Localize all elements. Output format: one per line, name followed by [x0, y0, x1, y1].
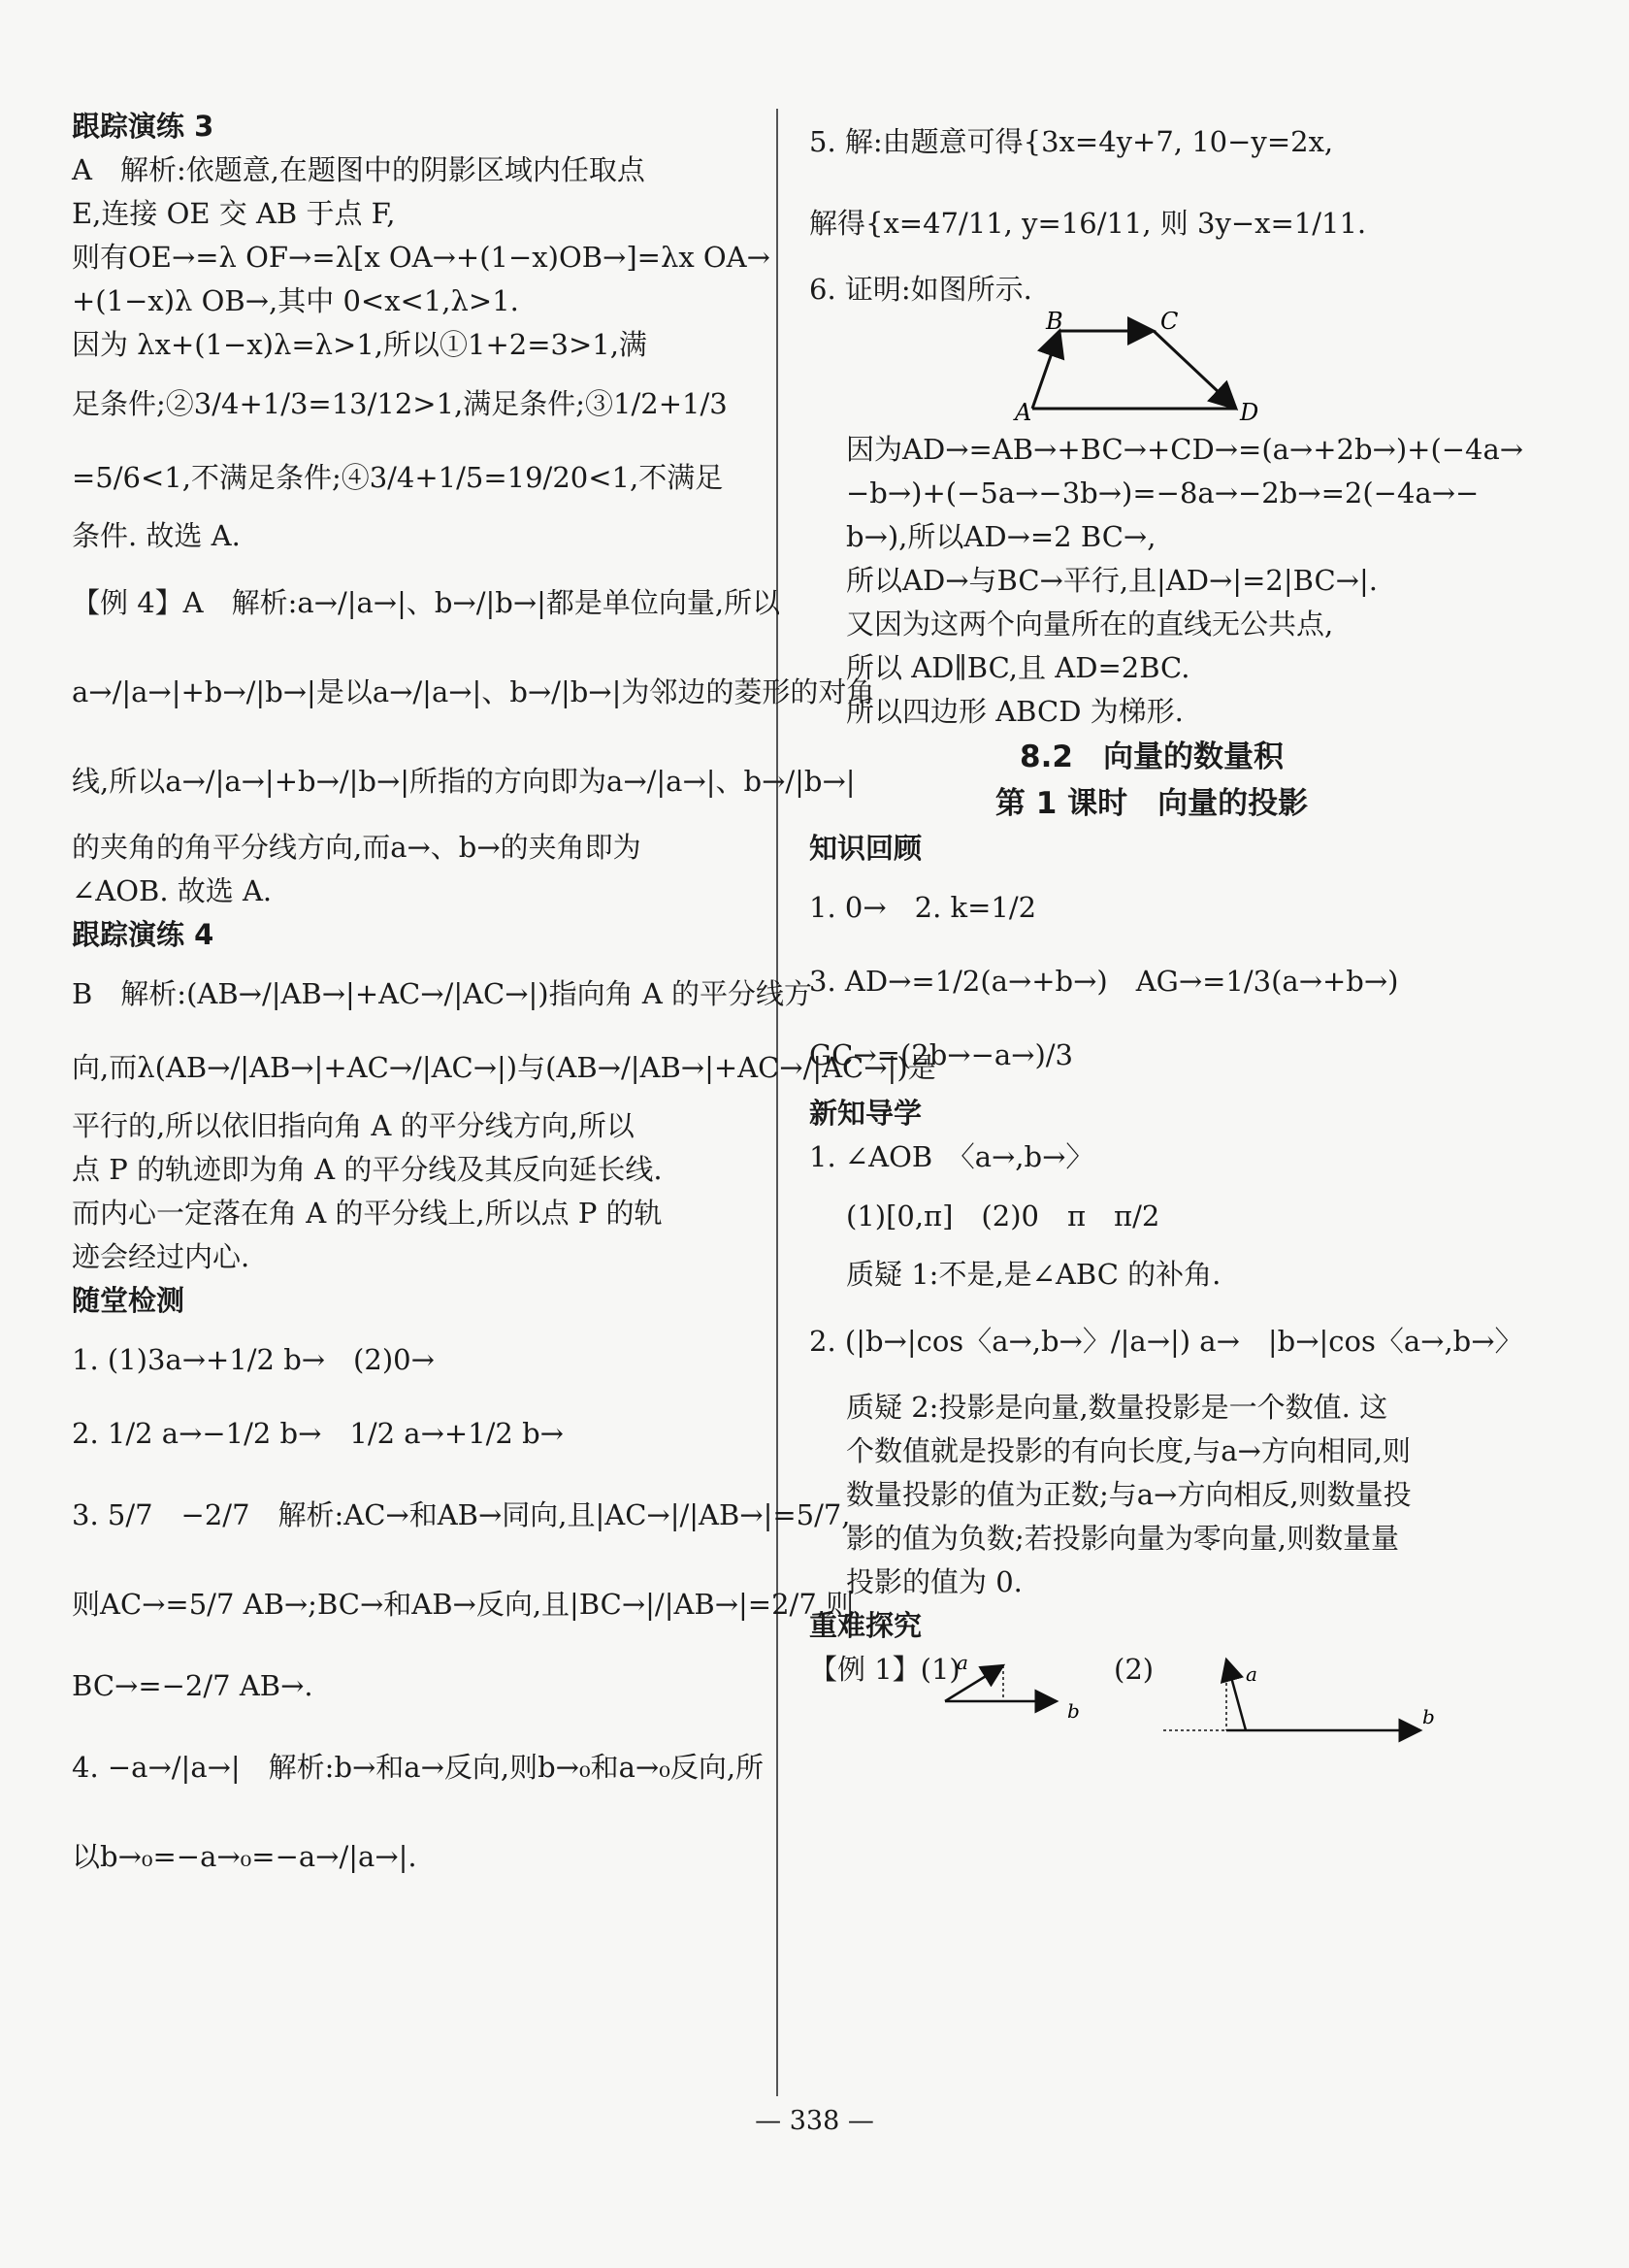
q5-line: 解得{x=47/11, y=16/11, 则 3y−x=1/11.: [809, 207, 1367, 240]
projection-figure-1: [935, 1648, 1129, 1745]
proof-line: b→),所以AD→=2 BC→,: [846, 520, 1157, 553]
check-line: BC→=−2/7 AB→.: [72, 1669, 313, 1702]
new-line: 投影的值为 0.: [846, 1565, 1023, 1598]
projection-figure-2: [1158, 1648, 1450, 1745]
proof-line: 所以 AD∥BC,且 AD=2BC.: [846, 651, 1190, 684]
heading-new-knowledge: 新知导学: [809, 1097, 923, 1130]
vec-a-label: a: [1246, 1662, 1257, 1686]
new-line: 2. (|b→|cos〈a→,b→〉/|a→|) a→ |b→|cos〈a→,b→〉: [809, 1325, 1523, 1358]
column-divider: [776, 109, 778, 2096]
check-line: 2. 1/2 a→−1/2 b→ 1/2 a→+1/2 b→: [72, 1417, 564, 1450]
text-line: 则有OE→=λ OF→=λ[x OA→+(1−x)OB→]=λx OA→: [72, 241, 770, 274]
text-line: 平行的,所以依旧指向角 A 的平分线方向,所以: [72, 1109, 635, 1142]
text-line: +(1−x)λ OB→,其中 0<x<1,λ>1.: [72, 284, 519, 317]
check-line: 4. −a→/|a→| 解析:b→和a→反向,则b→₀和a→₀反向,所: [72, 1751, 765, 1784]
label-c: C: [1160, 312, 1179, 335]
review-line: 1. 0→ 2. k=1/2: [809, 891, 1037, 924]
heading-track-3: 跟踪演练 3: [72, 110, 214, 143]
right-column: [809, 105, 1524, 1745]
page-number: — 338 —: [755, 2106, 874, 2136]
new-line: 个数值就是投影的有向长度,与a→方向相同,则: [846, 1434, 1412, 1467]
vec-b-label: b: [1422, 1705, 1435, 1728]
text-line: B 解析:(AB→/|AB→|+AC→/|AC→|)指向角 A 的平分线方: [72, 977, 812, 1010]
example-4-line: 的夹角的角平分线方向,而a→、b→的夹角即为: [72, 831, 641, 864]
proof-line: −b→)+(−5a→−3b→)=−8a→−2b→=2(−4a→−: [846, 477, 1480, 509]
vec-b-label: b: [1067, 1699, 1080, 1723]
example-4-line: a→/|a→|+b→/|b→|是以a→/|a→|、b→/|b→|为邻边的菱形的对角: [72, 675, 875, 708]
check-line: 以b→₀=−a→₀=−a→/|a→|.: [72, 1840, 417, 1873]
proof-line: 所以四边形 ABCD 为梯形.: [846, 695, 1184, 728]
example-1-label: 【例 1】(1): [809, 1653, 961, 1686]
text-line: E,连接 OE 交 AB 于点 F,: [72, 197, 396, 230]
label-d: D: [1240, 399, 1259, 426]
vec-a-label: a: [957, 1651, 968, 1674]
new-line: (1)[0,π] (2)0 π π/2: [846, 1200, 1160, 1233]
q5-line: 5. 解:由题意可得{3x=4y+7, 10−y=2x,: [809, 125, 1334, 158]
text-line: 足条件;②3/4+1/3=13/12>1,满足条件;③1/2+1/3: [72, 387, 728, 420]
example-4-line: 线,所以a→/|a→|+b→/|b→|所指的方向即为a→/|a→|、b→/|b→|: [72, 765, 856, 798]
new-line: 1. ∠AOB 〈a→,b→〉: [809, 1140, 1094, 1173]
review-line: GC→=(2b→−a→)/3: [809, 1038, 1074, 1071]
text-line: A 解析:依题意,在题图中的阴影区域内任取点: [72, 153, 645, 186]
label-a: A: [1015, 399, 1032, 426]
check-line: 1. (1)3a→+1/2 b→ (2)0→: [72, 1343, 435, 1376]
new-line: 质疑 2:投影是向量,数量投影是一个数值. 这: [846, 1391, 1388, 1424]
vector-cd: [1154, 331, 1236, 409]
text-line: 而内心一定落在角 A 的平分线上,所以点 P 的轨: [72, 1197, 663, 1230]
example-4-line: 【例 4】A 解析:a→/|a→|、b→/|b→|都是单位向量,所以: [72, 586, 781, 619]
check-line: 3. 5/7 −2/7 解析:AC→和AB→同向,且|AC→|/|AB→|=5/7,: [72, 1498, 851, 1531]
trapezoid-figure: [809, 312, 1352, 428]
example-1: [809, 1648, 1494, 1745]
new-line: 影的值为负数;若投影向量为零向量,则数量量: [846, 1522, 1399, 1555]
vector-ab: [1032, 331, 1059, 409]
text-line: =5/6<1,不满足条件;④3/4+1/5=19/20<1,不满足: [72, 461, 724, 494]
proof-line: 又因为这两个向量所在的直线无公共点,: [846, 608, 1334, 641]
example-1-label-2: (2): [1114, 1653, 1155, 1686]
proof-line: 因为AD→=AB→+BC→+CD→=(a→+2b→)+(−4a→: [846, 433, 1524, 466]
lesson-title: 第 1 课时 向量的投影: [994, 786, 1309, 821]
heading-in-class-check: 随堂检测: [72, 1284, 185, 1317]
text-line: 因为 λx+(1−x)λ=λ>1,所以①1+2=3>1,满: [72, 328, 647, 361]
label-b: B: [1046, 312, 1063, 335]
heading-review: 知识回顾: [809, 832, 923, 865]
heading-track-4: 跟踪演练 4: [72, 918, 214, 951]
text-line: 迹会经过内心.: [72, 1240, 250, 1273]
text-line: 条件. 故选 A.: [72, 519, 241, 552]
new-line: 数量投影的值为正数;与a→方向相反,则数量投: [846, 1478, 1412, 1511]
section-title: 8.2 向量的数量积: [1020, 740, 1284, 774]
text-line: 点 P 的轨迹即为角 A 的平分线及其反向延长线.: [72, 1153, 663, 1186]
heading-key-points: 重难探究: [809, 1609, 923, 1642]
text-line: 向,而λ(AB→/|AB→|+AC→/|AC→|)与(AB→/|AB→|+AC→/|AC→|)是: [72, 1051, 936, 1084]
review-line: 3. AD→=1/2(a→+b→) AG→=1/3(a→+b→): [809, 965, 1399, 998]
q6-heading: 6. 证明:如图所示.: [809, 273, 1032, 306]
example-4-line: ∠AOB. 故选 A.: [72, 874, 273, 907]
proof-line: 所以AD→与BC→平行,且|AD→|=2|BC→|.: [846, 564, 1378, 597]
check-line: 则AC→=5/7 AB→;BC→和AB→反向,且|BC→|/|AB→|=2/7,则: [72, 1588, 854, 1621]
new-line: 质疑 1:不是,是∠ABC 的补角.: [846, 1258, 1222, 1291]
